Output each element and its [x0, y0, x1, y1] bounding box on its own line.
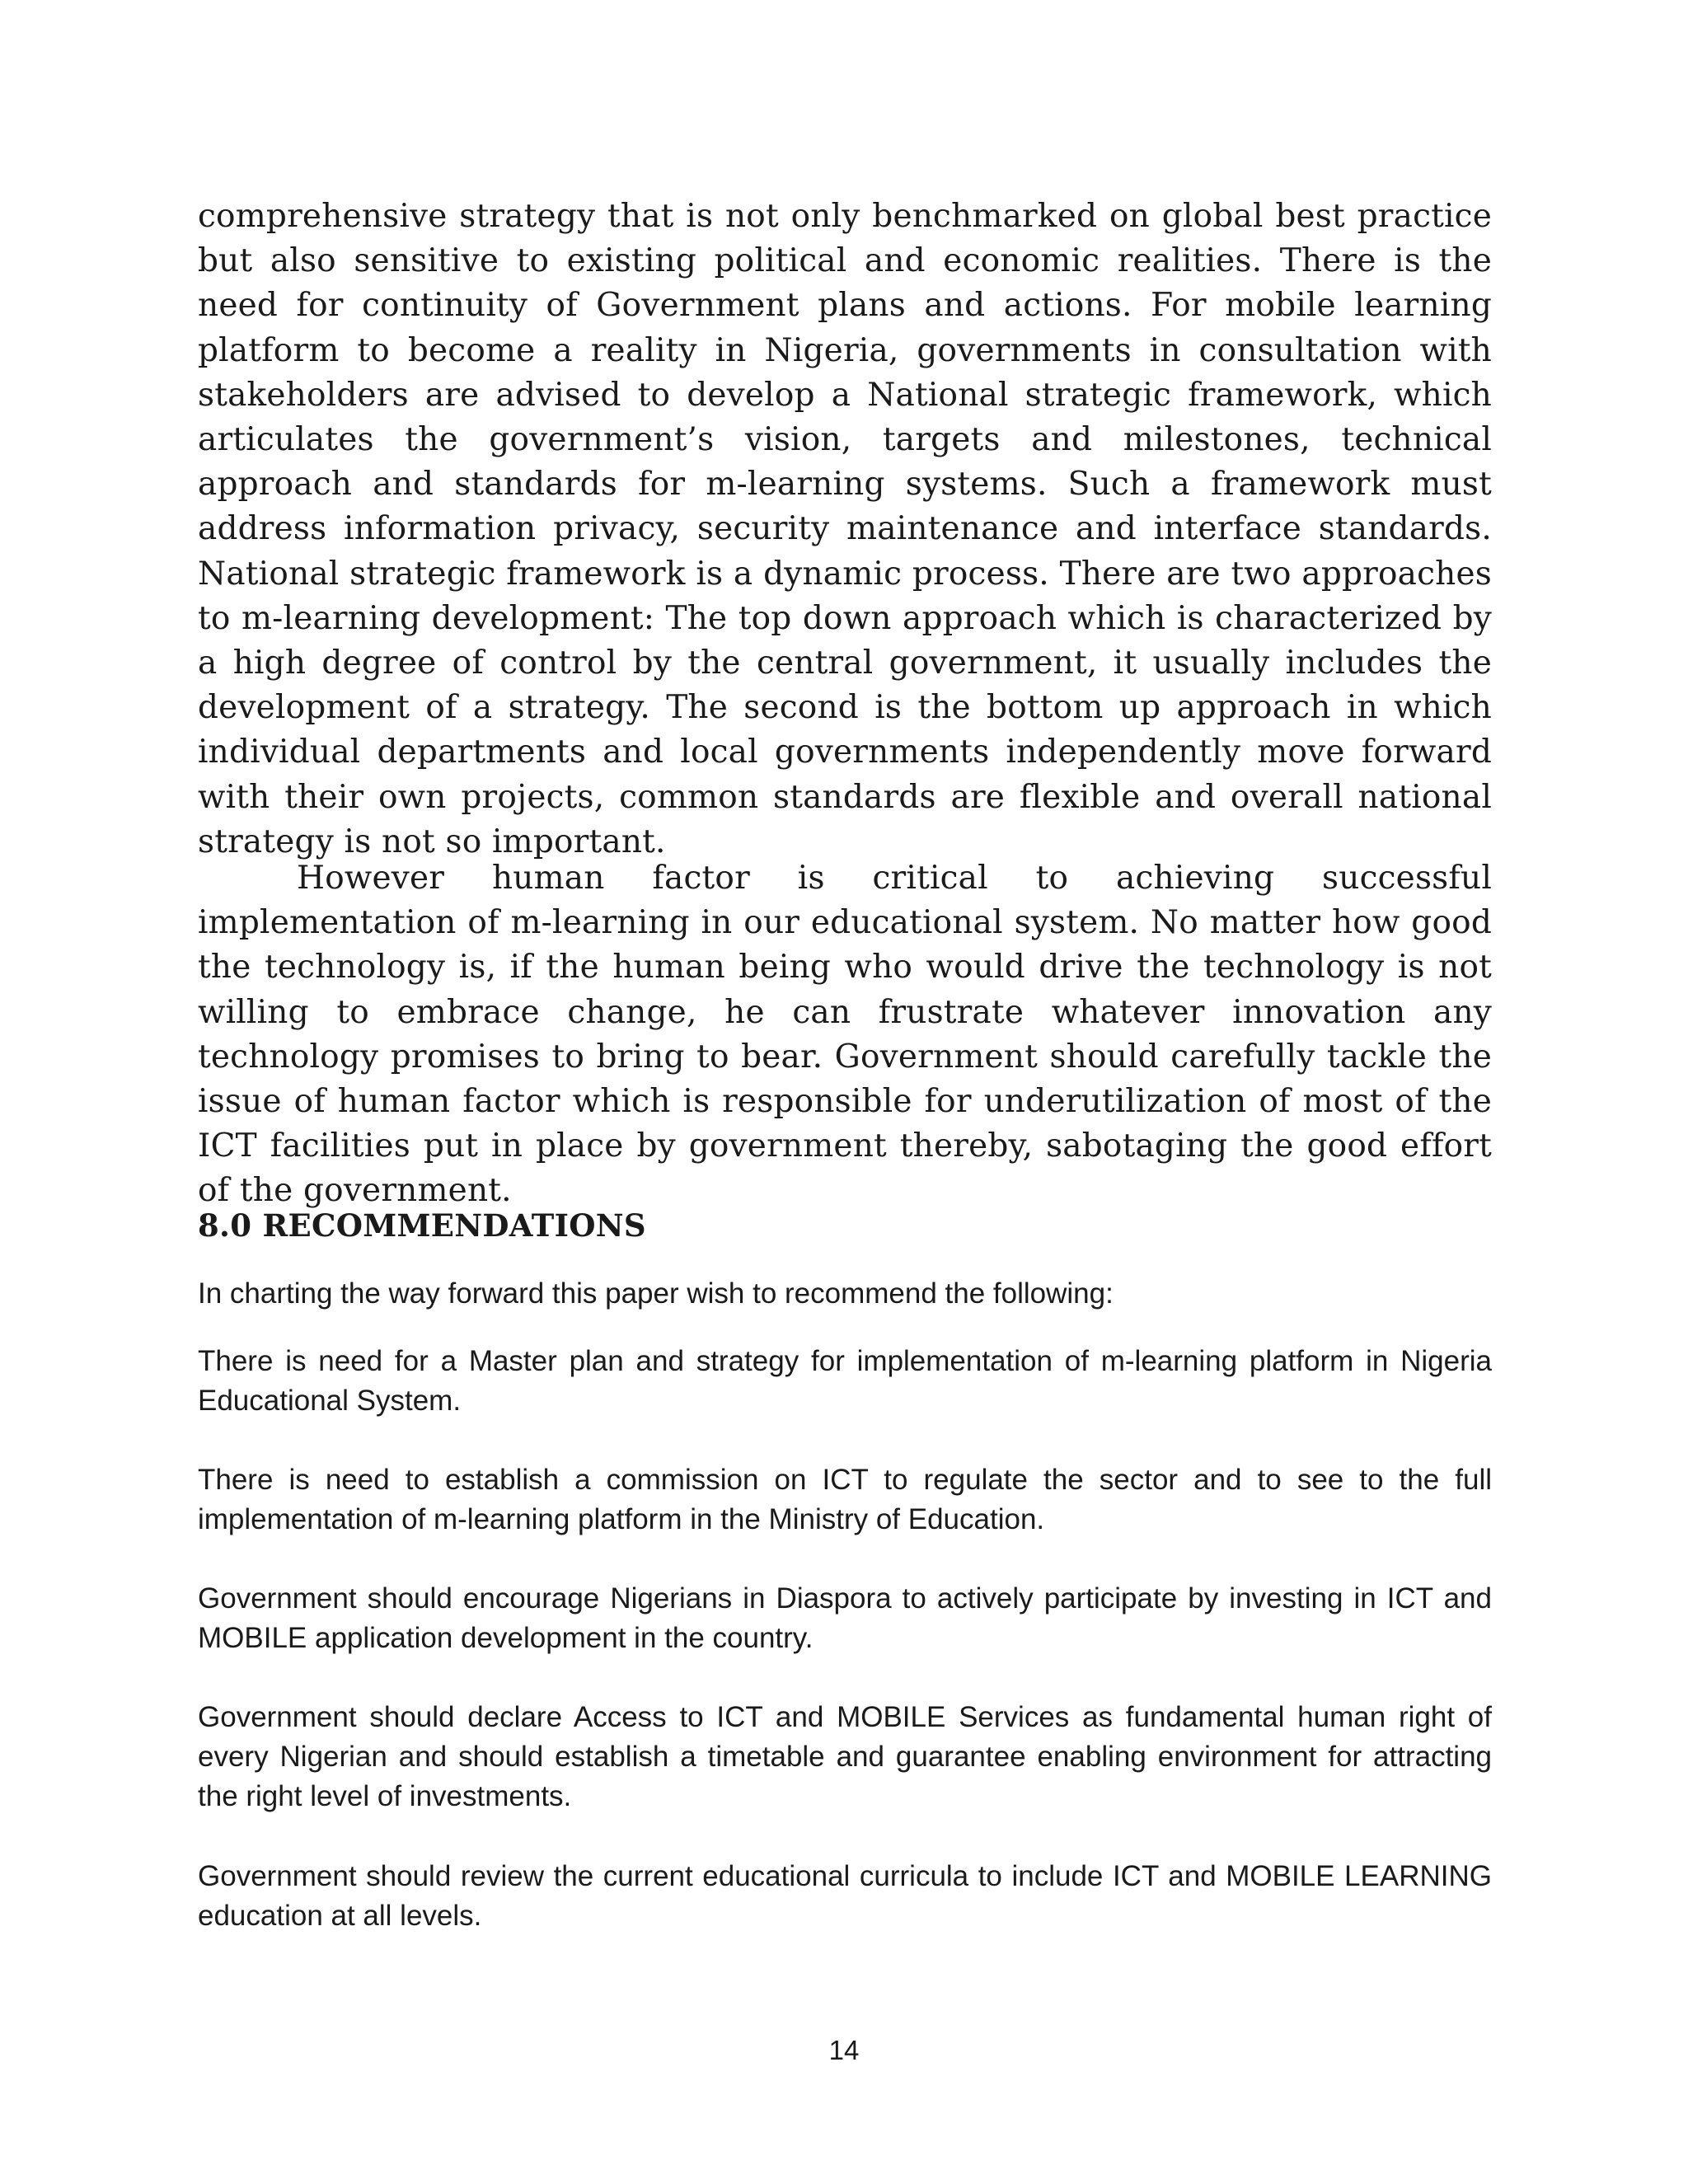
body-paragraph-2: However human factor is critical to achieving successful implementation of m-learning in our educational system. No matter how good the technology is, if the human being who would drive the technology is not willing to embrace change, he can frustrate whatever innovation any technology promises to bring to bear. Government should carefully tackle the issue of human factor which is responsible for underutilization of most of the ICT facilities put in place by government thereby, sabotaging the good effort of the government. — [198, 860, 1492, 1210]
recommendation-item: Government should declare Access to ICT and MOBILE Services as fundamental human right of every Nigerian and should establish a timetable and guarantee enabling environment for attracting the right level of investments. — [198, 1701, 1492, 1812]
section-heading: 8.0 RECOMMENDATIONS — [198, 1207, 646, 1244]
recommendation-item: There is need for a Master plan and strategy for implementation of m-learning platform in Nigeria Educational System. — [198, 1345, 1492, 1417]
body-paragraph-1: comprehensive strategy that is not only benchmarked on global best practice but also sensitive to existing political and economic realities. There is the need for continuity of Government plans and actions. For mobile learning platform to become a reality in Nigeria, governments in consultation with stakeholders are advised to develop a National strategic framework, which articulates the government’s vision, targets and milestones, technical approach and standards for m-learning systems. Such a framework must address information privacy, security maintenance and interface standards. National strategic framework is a dynamic process. There are two approaches to m-learning development: The top down approach which is characterized by a high degree of control by the central government, it usually includes the development of a strategy. The second is the bottom up approach in which individual departments and local governments independently move forward with their own projects, common standards are flexible and overall national strategy is not so important. — [198, 198, 1492, 860]
recommendation-item: Government should review the current educational curricula to include ICT and MOBILE LEARNING education at all levels. — [198, 1860, 1492, 1932]
recommendation-item: Government should encourage Nigerians in Diaspora to actively participate by investing in ICT and MOBILE application development in the country. — [198, 1582, 1492, 1654]
recommendations-intro: In charting the way forward this paper wish to recommend the following: — [198, 1277, 1114, 1310]
page-number: 14 — [828, 2035, 860, 2065]
recommendation-item: There is need to establish a commission on ICT to regulate the sector and to see to the full implementation of m-learning platform in the Ministry of Education. — [198, 1464, 1492, 1535]
